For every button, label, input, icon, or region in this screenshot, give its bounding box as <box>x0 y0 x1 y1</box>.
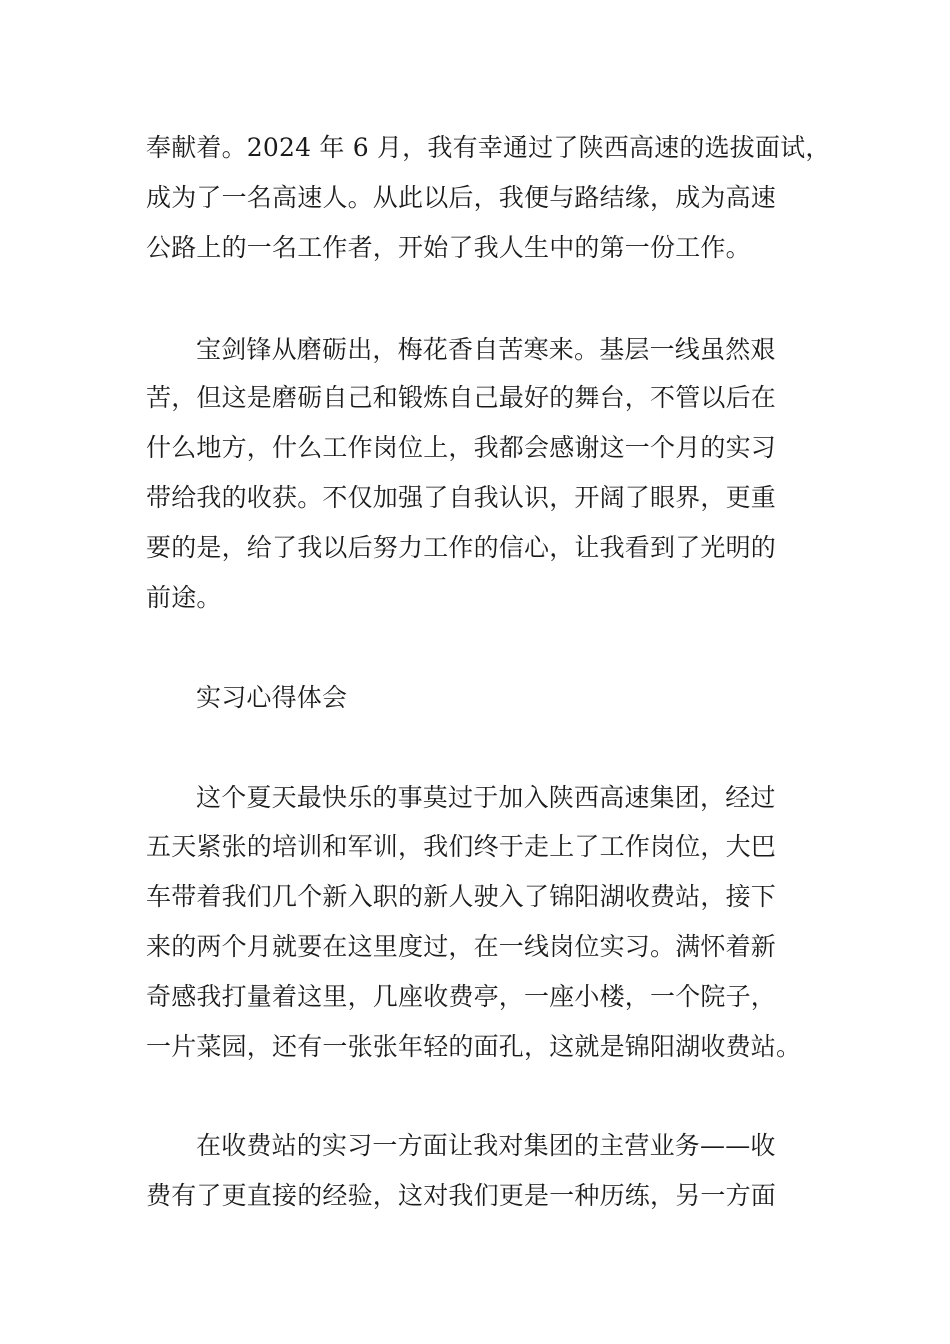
paragraph-2-line-1: 宝剑锋从磨砺出，梅花香自苦寒来。基层一线虽然艰 <box>196 335 776 364</box>
paragraph-1-line-1: 奉献着。2024 年 6 月，我有幸通过了陕西高速的选拔面试， <box>146 133 831 162</box>
section-heading: 实习心得体会 <box>196 683 348 712</box>
paragraph-3-line-3: 车带着我们几个新入职的新人驶入了锦阳湖收费站，接下 <box>146 882 777 911</box>
paragraph-1-line-2: 成为了一名高速人。从此以后，我便与路结缘，成为高速 <box>146 183 777 212</box>
paragraph-3-line-2: 五天紧张的培训和军训，我们终于走上了工作岗位，大巴 <box>146 832 777 861</box>
paragraph-4-line-2: 费有了更直接的经验，这对我们更是一种历练，另一方面 <box>146 1181 777 1210</box>
paragraph-2-line-5: 要的是，给了我以后努力工作的信心，让我看到了光明的 <box>146 533 777 562</box>
paragraph-3-line-1: 这个夏天最快乐的事莫过于加入陕西高速集团，经过 <box>196 783 776 812</box>
paragraph-2-line-2: 苦，但这是磨砺自己和锻炼自己最好的舞台，不管以后在 <box>146 383 777 412</box>
paragraph-2-line-3: 什么地方，什么工作岗位上，我都会感谢这一个月的实习 <box>146 433 777 462</box>
paragraph-2-line-6: 前途。 <box>146 583 222 612</box>
paragraph-3-line-4: 来的两个月就要在这里度过，在一线岗位实习。满怀着新 <box>146 932 777 961</box>
paragraph-3-line-6: 一片菜园，还有一张张年轻的面孔，这就是锦阳湖收费站。 <box>146 1032 802 1061</box>
paragraph-3-line-5: 奇感我打量着这里，几座收费亭，一座小楼，一个院子， <box>146 982 777 1011</box>
paragraph-4-line-1: 在收费站的实习一方面让我对集团的主营业务——收 <box>196 1131 776 1160</box>
paragraph-1-line-3: 公路上的一名工作者，开始了我人生中的第一份工作。 <box>146 233 751 262</box>
paragraph-2-line-4: 带给我的收获。不仅加强了自我认识，开阔了眼界，更重 <box>146 483 777 512</box>
